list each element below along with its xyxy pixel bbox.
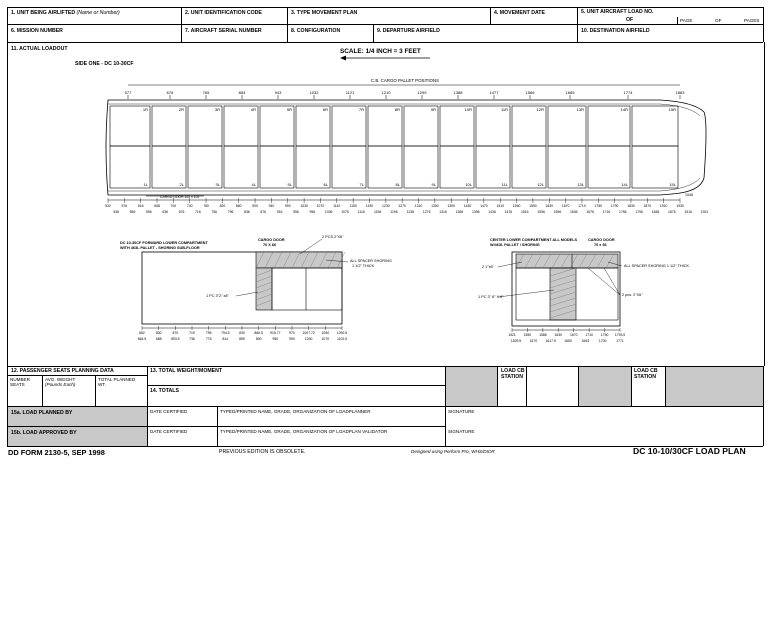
fwd-title-1: DC 10-30CF FORWARD LOWER COMPARTMENT bbox=[120, 241, 208, 245]
pallet-label-15L: 15L bbox=[669, 182, 676, 187]
station-916: 916 bbox=[276, 210, 283, 214]
pages-label: PAGES bbox=[744, 18, 760, 23]
station-1036: 1036 bbox=[324, 210, 333, 214]
pallet-label-15R: 15R bbox=[668, 107, 676, 112]
pallet-4R bbox=[224, 106, 258, 146]
pallet-12R bbox=[512, 106, 546, 146]
station-1316: 1316 bbox=[439, 210, 447, 214]
ctr-pcs-label: 2 pcs. 2"X6" bbox=[622, 293, 643, 297]
signature-label-2: SIGNATURE bbox=[448, 429, 475, 434]
fwd-station-719: 719 bbox=[189, 331, 195, 335]
ctr-top-shoring bbox=[516, 254, 618, 268]
mission-number-label: 6. MISSION NUMBER bbox=[11, 28, 63, 34]
form-header bbox=[7, 7, 763, 42]
pallet-label-7L: 7L bbox=[359, 182, 364, 187]
cb-position-1121: 1121 bbox=[345, 90, 355, 95]
pallet-label-4R: 4R bbox=[250, 107, 256, 112]
ctr-door-2: 70 x 66 bbox=[594, 243, 607, 247]
ctr-station-1521: 1521 bbox=[508, 333, 516, 337]
station-1756: 1756 bbox=[619, 210, 627, 214]
pallet-label-2R: 2R bbox=[178, 107, 184, 112]
page-label: PAGE bbox=[680, 18, 693, 23]
station-796: 796 bbox=[227, 210, 234, 214]
station-1470: 1470 bbox=[480, 204, 488, 208]
station-556: 556 bbox=[129, 210, 136, 214]
cb-position-1477: 1477 bbox=[489, 90, 499, 95]
pallet-11R bbox=[476, 106, 510, 146]
station-1550: 1550 bbox=[512, 204, 521, 208]
station-1076: 1076 bbox=[341, 210, 349, 214]
station-576: 576 bbox=[121, 204, 128, 208]
fwd-pc-label: 1 PC 3"2" x8" bbox=[206, 294, 229, 298]
station-1270: 1270 bbox=[398, 204, 406, 208]
ctr-station-1670: 1670 bbox=[569, 333, 578, 337]
station-536: 536 bbox=[113, 210, 120, 214]
station-756: 756 bbox=[211, 210, 218, 214]
fwd-station-1007.72: 1007.72 bbox=[302, 331, 315, 335]
pallet-label-13L: 13L bbox=[577, 182, 584, 187]
cb-position-1299: 1299 bbox=[417, 90, 427, 95]
station-860: 860 bbox=[235, 204, 242, 208]
ctr-station-1793.5: 1793.5 bbox=[614, 333, 626, 337]
station-1946: 1946 bbox=[685, 193, 693, 197]
station-996: 996 bbox=[309, 210, 316, 214]
fwd-station-830: 830 bbox=[155, 331, 162, 335]
cb-position-854: 854 bbox=[238, 90, 246, 95]
station-1630: 1630 bbox=[545, 204, 554, 208]
totals-label: 14. TOTALS bbox=[150, 388, 179, 394]
station-1556: 1556 bbox=[537, 210, 545, 214]
number-seats-header: NUMBER SEATS bbox=[10, 377, 30, 387]
pallet-label-14L: 14L bbox=[621, 182, 628, 187]
ctr-shoring-label: ALL SPACER SHORING 1 1/2" THICK bbox=[624, 264, 690, 268]
station-940: 940 bbox=[268, 204, 275, 208]
pallet-label-6R: 6R bbox=[322, 107, 328, 112]
pallet-label-14R: 14R bbox=[620, 107, 628, 112]
fwd-shoring-2: 1 1/2" THICK bbox=[352, 264, 375, 268]
total-weight-moment-label: 13. TOTAL WEIGHT/MOMENT bbox=[150, 368, 223, 374]
load-planned-by-label: 15a. LOAD PLANNED BY bbox=[11, 410, 73, 416]
station-1356: 1356 bbox=[455, 210, 464, 214]
cb-position-1388: 1388 bbox=[453, 90, 463, 95]
fwd-station-1030: 1030 bbox=[304, 337, 313, 341]
ctr-station-1617.5: 1617.5 bbox=[545, 339, 556, 343]
station-1276: 1276 bbox=[422, 210, 431, 214]
station-1110: 1110 bbox=[333, 204, 341, 208]
station-1070: 1070 bbox=[316, 204, 325, 208]
fwd-station-736: 736 bbox=[189, 337, 195, 341]
station-1830: 1830 bbox=[627, 204, 635, 208]
station-1396: 1396 bbox=[471, 210, 480, 214]
scale-label: SCALE: 1/4 INCH = 3 FEET bbox=[340, 48, 421, 55]
pallet-2R bbox=[152, 106, 186, 146]
cb-position-1665: 1665 bbox=[565, 90, 575, 95]
pallet-label-4L: 4L bbox=[251, 182, 256, 187]
fwd-station-830: 830 bbox=[239, 331, 245, 335]
station-956: 956 bbox=[293, 210, 299, 214]
ctr-2x6-label: 2 1"x6" bbox=[482, 265, 494, 269]
ctr-vertical-shoring bbox=[550, 268, 576, 320]
cb-positions-label: C.B. CARGO PALLET POSITIONS bbox=[370, 78, 440, 83]
station-1390: 1390 bbox=[447, 204, 455, 208]
pallet-10R bbox=[440, 106, 474, 146]
station-900: 900 bbox=[252, 204, 258, 208]
ctr-leader bbox=[588, 268, 620, 295]
station-1836: 1836 bbox=[651, 210, 660, 214]
ctr-station-1700: 1700 bbox=[598, 339, 607, 343]
cb-position-676: 676 bbox=[166, 90, 174, 95]
station-1636: 1636 bbox=[569, 210, 578, 214]
pallet-label-11L: 11L bbox=[501, 182, 508, 187]
pallet-label-13R: 13R bbox=[576, 107, 584, 112]
station-1156: 1156 bbox=[374, 210, 382, 214]
station-1916: 1916 bbox=[684, 210, 692, 214]
pallet-15R bbox=[632, 106, 678, 146]
fwd-station-990: 990 bbox=[289, 337, 295, 341]
station-836: 836 bbox=[244, 210, 250, 214]
fwd-shoring-1: ALL SPACER SHORING bbox=[350, 259, 392, 263]
ctr-station-1586: 1586 bbox=[539, 333, 547, 337]
scale-arrow-icon bbox=[340, 55, 432, 61]
fwd-door-2: 70 X 66 bbox=[263, 243, 277, 247]
pallet-label-12R: 12R bbox=[536, 107, 544, 112]
station-1196: 1196 bbox=[390, 210, 398, 214]
station-716: 716 bbox=[195, 210, 201, 214]
station-740: 740 bbox=[186, 204, 193, 208]
cb-position-577: 577 bbox=[124, 90, 132, 95]
ctr-leader bbox=[498, 290, 554, 297]
station-1716: 1716 bbox=[602, 210, 611, 214]
ctr-station-1750: 1750 bbox=[600, 333, 609, 337]
fwd-leader bbox=[236, 292, 258, 296]
station-636: 636 bbox=[162, 210, 169, 214]
cb-position-1032: 1032 bbox=[309, 90, 319, 95]
station-990: 990 bbox=[284, 204, 291, 208]
fwd-station-866.5: 866.5 bbox=[254, 331, 263, 335]
signature-label-1: SIGNATURE bbox=[448, 409, 475, 414]
pallet-label-5R: 5R bbox=[286, 107, 292, 112]
ctr-station-1550: 1550 bbox=[523, 333, 532, 337]
pallet-13R bbox=[548, 106, 586, 146]
ctr-station-1529.5: 1529.5 bbox=[510, 339, 522, 343]
station-1150: 1150 bbox=[349, 204, 357, 208]
load-cb-station-label-1: LOAD CB STATION bbox=[501, 368, 525, 380]
departure-airfield-label: 9. DEPARTURE AIRFIELD bbox=[377, 28, 440, 34]
ctr-pc-label: 1 PC 3" 8" X 8" bbox=[478, 295, 504, 299]
station-1796: 1796 bbox=[635, 210, 643, 214]
side-one-label: SIDE ONE - DC 10-30CF bbox=[75, 61, 134, 67]
designed-using-note: Designed using Perform Pro, WHS/DIOR bbox=[411, 449, 495, 454]
station-780: 780 bbox=[203, 204, 209, 208]
pallet-6R bbox=[296, 106, 330, 146]
station-1870: 1870 bbox=[643, 204, 652, 208]
movement-plan-label: 3. TYPE MOVEMENT PLAN bbox=[291, 10, 358, 16]
total-planned-header: TOTAL PLANNED WT. bbox=[98, 377, 136, 387]
pallet-label-10L: 10L bbox=[465, 182, 472, 187]
ctr-station-1630: 1630 bbox=[554, 333, 563, 337]
fwd-title-2: WITH 463L PALLET - SHORING SUB-FLOOR bbox=[120, 246, 200, 250]
station-1516: 1516 bbox=[520, 210, 529, 214]
station-1190: 1190 bbox=[365, 204, 374, 208]
station-1596: 1596 bbox=[553, 210, 562, 214]
pallet-label-12L: 12L bbox=[537, 182, 544, 187]
fwd-station-859: 859 bbox=[239, 337, 245, 341]
movement-date-label: 4. MOVEMENT DATE bbox=[494, 10, 545, 16]
pallet-label-5L: 5L bbox=[287, 182, 292, 187]
station-1436: 1436 bbox=[488, 210, 496, 214]
pallet-7R bbox=[332, 106, 366, 146]
load-plan-title: DC 10-10/30CF LOAD PLAN bbox=[633, 446, 746, 456]
aircraft-serial-label: 7. AIRCRAFT SERIAL NUMBER bbox=[185, 28, 262, 34]
station-1930: 1930 bbox=[676, 204, 684, 208]
pallet-label-9R: 9R bbox=[430, 107, 436, 112]
pallet-label-11R: 11R bbox=[500, 107, 508, 112]
cb-position-765: 765 bbox=[202, 90, 210, 95]
pallet-label-9L: 9L bbox=[431, 182, 436, 187]
station-1230: 1230 bbox=[382, 204, 390, 208]
fwd-station-870: 870 bbox=[172, 331, 179, 335]
pallet-label-2L: 2L bbox=[179, 182, 184, 187]
load-of-label: OF bbox=[626, 17, 634, 23]
ctr-station-1710: 1710 bbox=[585, 333, 593, 337]
fwd-station-1070: 1070 bbox=[321, 337, 330, 341]
fwd-station-893.5: 893.5 bbox=[171, 337, 180, 341]
station-1510: 1510 bbox=[496, 204, 505, 208]
station-616: 616 bbox=[137, 204, 144, 208]
configuration-label: 8. CONFIGURATION bbox=[291, 28, 341, 34]
pallet-3R bbox=[188, 106, 222, 146]
fwd-station-970: 970 bbox=[289, 331, 295, 335]
station-1590: 1590 bbox=[529, 204, 537, 208]
station-1310: 1310 bbox=[414, 204, 423, 208]
ctr-title-2: W/463L PALLET / SHORING bbox=[490, 243, 540, 247]
fwd-pcs-label: 2 PCS 2"X6" bbox=[322, 235, 344, 239]
form-number: DD FORM 2130-5, SEP 1998 bbox=[8, 448, 105, 457]
pallet-label-3L: 3L bbox=[215, 182, 220, 187]
station-1710: 1710 bbox=[578, 204, 586, 208]
fwd-station-890: 890 bbox=[255, 337, 262, 341]
cb-position-1210: 1210 bbox=[381, 90, 391, 95]
pallet-8R bbox=[368, 106, 402, 146]
cb-position-1883: 1883 bbox=[675, 90, 685, 95]
fwd-station-915.77: 915.77 bbox=[270, 331, 281, 335]
fwd-station-688: 688 bbox=[155, 337, 162, 341]
station-1931: 1931 bbox=[700, 210, 709, 214]
station-676: 676 bbox=[178, 210, 185, 214]
pallet-label-3R: 3R bbox=[214, 107, 220, 112]
station-1116: 1116 bbox=[357, 210, 365, 214]
fwd-station-794.5: 794.5 bbox=[221, 331, 230, 335]
pallet-label-1R: 1R bbox=[142, 107, 148, 112]
destination-airfield-label: 10. DESTINATION AIRFIELD bbox=[581, 28, 650, 34]
station-532: 532 bbox=[105, 204, 111, 208]
ctr-station-1663: 1663 bbox=[581, 339, 590, 343]
fwd-station-682: 682 bbox=[139, 331, 145, 335]
forward-lower-compartment-diagram bbox=[116, 230, 392, 346]
planning-table bbox=[7, 366, 763, 446]
pallet-label-6L: 6L bbox=[323, 182, 328, 187]
fwd-station-1102.5: 1102.5 bbox=[336, 337, 348, 341]
station-1350: 1350 bbox=[431, 204, 439, 208]
station-1790: 1790 bbox=[610, 204, 619, 208]
station-1750: 1750 bbox=[594, 204, 603, 208]
cb-position-943: 943 bbox=[274, 90, 282, 95]
pallet-label-8L: 8L bbox=[395, 182, 400, 187]
load-approved-by-label: 15b. LOAD APPROVED BY bbox=[11, 430, 77, 436]
fwd-door-1: CARGO DOOR bbox=[258, 238, 285, 242]
fwd-station-950: 950 bbox=[272, 337, 279, 341]
ctr-title-1: CENTER LOWER COMPARTMENT ALL MODELS bbox=[490, 238, 578, 242]
typed-name-validator-label: TYPED/PRINTED NAME, GRADE, ORGANIZATION OF LOADPLAN VALIDATOR bbox=[220, 429, 388, 434]
date-certified-label-1: DATE CERTIFIED bbox=[150, 409, 188, 414]
fuselage-outline bbox=[106, 100, 706, 195]
station-1236: 1236 bbox=[406, 210, 415, 214]
ctr-station-1570: 1570 bbox=[529, 339, 538, 343]
unit-airlifted-label: 1. UNIT BEING AIRLIFTED (Name or Number) bbox=[11, 10, 120, 16]
previous-edition-note: PREVIOUS EDITION IS OBSOLETE. bbox=[219, 449, 306, 455]
station-1910: 1910 bbox=[659, 204, 668, 208]
station-700: 700 bbox=[170, 204, 177, 208]
station-1676: 1676 bbox=[586, 210, 594, 214]
cb-position-1566: 1566 bbox=[525, 90, 535, 95]
station-1030: 1030 bbox=[300, 204, 308, 208]
station-596: 596 bbox=[146, 210, 152, 214]
pallet-label-8R: 8R bbox=[394, 107, 400, 112]
pallet-14R bbox=[588, 106, 630, 146]
date-certified-label-2: DATE CERTIFIED bbox=[150, 429, 188, 434]
pallet-label-1L: 1L bbox=[143, 182, 148, 187]
unit-id-code-label: 2. UNIT IDENTIFICATION CODE bbox=[185, 10, 262, 16]
page-of-label: OF bbox=[715, 18, 722, 23]
fwd-station-1050: 1050 bbox=[321, 331, 330, 335]
avg-weight-header: AVG. WEIGHT (Pounds Each) bbox=[45, 377, 76, 387]
station-1430: 1430 bbox=[463, 204, 472, 208]
pallet-9R bbox=[404, 106, 438, 146]
station-820: 820 bbox=[219, 204, 226, 208]
fuselage-diagram bbox=[100, 74, 710, 216]
ctr-door-1: CARGO DOOR bbox=[588, 238, 615, 242]
fwd-station-776: 776 bbox=[205, 337, 212, 341]
ctr-leader bbox=[604, 268, 620, 295]
aircraft-load-no-label: 5. UNIT AIRCRAFT LOAD NO. bbox=[581, 9, 654, 15]
pallet-label-10R: 10R bbox=[464, 107, 472, 112]
ctr-station-1771: 1771 bbox=[616, 339, 624, 343]
station-876: 876 bbox=[260, 210, 267, 214]
fwd-station-814: 814 bbox=[222, 337, 229, 341]
pallet-label-7R: 7R bbox=[358, 107, 364, 112]
cb-position-1774: 1774 bbox=[623, 90, 633, 95]
pallet-1R bbox=[110, 106, 150, 146]
center-lower-compartment-diagram bbox=[476, 232, 746, 346]
typed-name-planner-label: TYPED/PRINTED NAME, GRADE, ORGANIZATION OF LOADPLANNER bbox=[220, 409, 371, 414]
station-1476: 1476 bbox=[504, 210, 513, 214]
station-1876: 1876 bbox=[668, 210, 676, 214]
fwd-station-664.5: 664.5 bbox=[137, 337, 147, 341]
cargo-door-label: CARGO DOOR 102 x 102 bbox=[160, 195, 200, 199]
station-658: 658 bbox=[154, 204, 160, 208]
fwd-pallet-area bbox=[272, 268, 342, 310]
fwd-station-795: 795 bbox=[205, 331, 212, 335]
station-1670: 1670 bbox=[561, 204, 570, 208]
pallet-5R bbox=[260, 106, 294, 146]
fwd-station-1092.5: 1092.5 bbox=[336, 331, 348, 335]
actual-loadout-title: 11. ACTUAL LOADOUT bbox=[11, 46, 68, 52]
ctr-station-1650: 1650 bbox=[564, 339, 572, 343]
load-cb-station-label-2: LOAD CB STATION bbox=[634, 368, 658, 380]
passenger-seats-title: 12. PASSENGER SEATS PLANNING DATA bbox=[11, 368, 114, 374]
